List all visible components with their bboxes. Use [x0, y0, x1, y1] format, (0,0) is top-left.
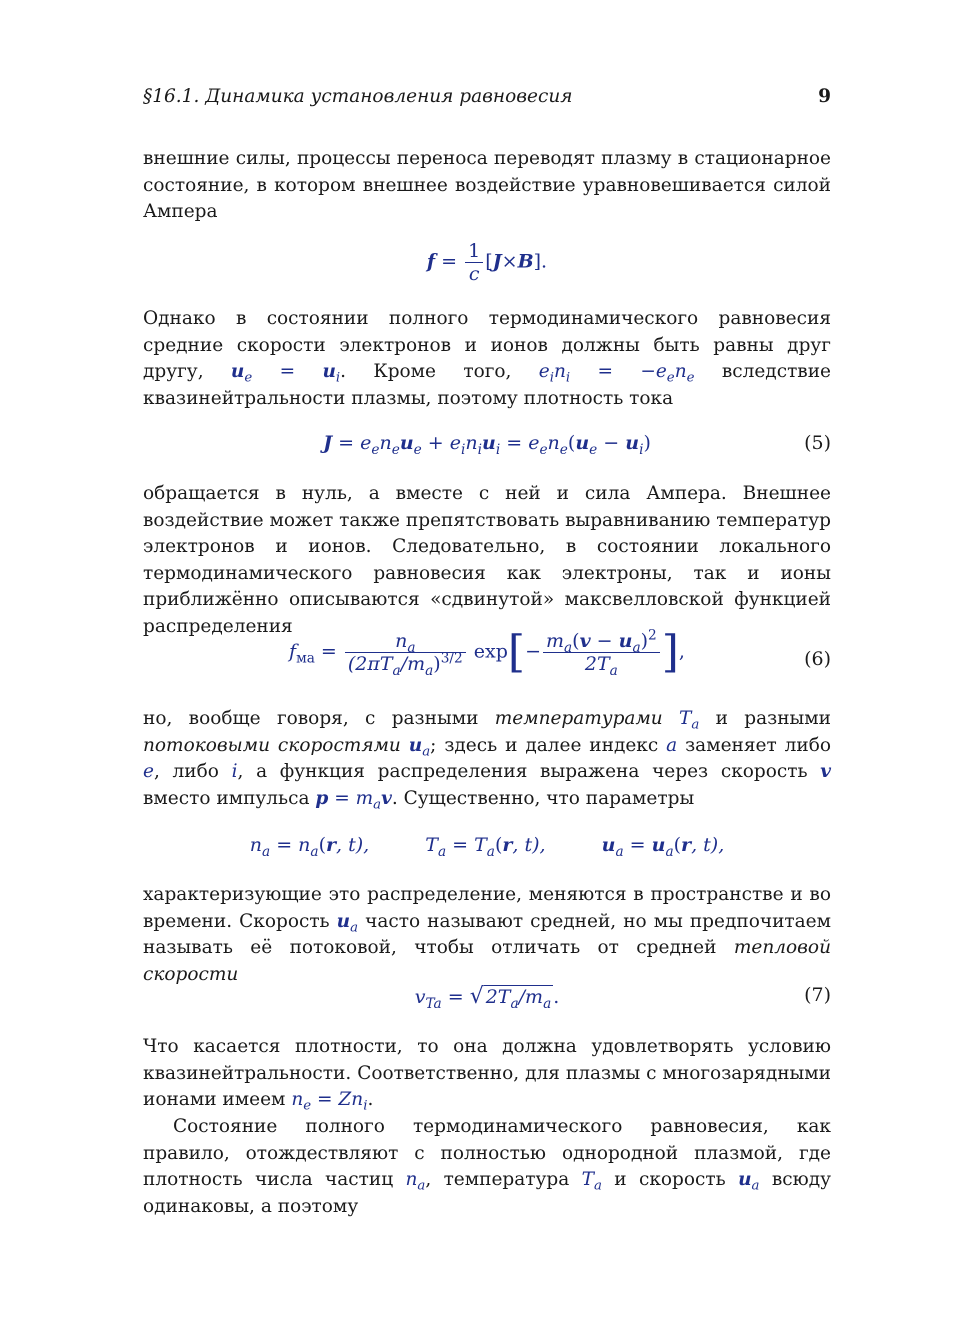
paragraph-5: [143, 882, 831, 988]
eq6-frac-1: [345, 630, 466, 679]
eq5-u3s: e: [589, 441, 598, 458]
par-n2-sub: a: [310, 843, 319, 860]
p7-text-4: всюду одинаковы, а поэтому: [143, 1169, 831, 1217]
eq6-m-sub: a: [564, 639, 573, 656]
p4-Ta: T: [679, 708, 692, 729]
eq6-comma: ,: [678, 640, 685, 663]
p4-text-3: ; здесь и далее индекс: [430, 734, 667, 756]
equation-params-body: [143, 834, 831, 860]
eq6-u: u: [618, 630, 633, 652]
equation-6-body: [143, 626, 831, 679]
p4-eq: =: [328, 787, 356, 809]
paragraph-6: [143, 1034, 831, 1114]
eq5-plus: +: [421, 432, 450, 454]
par-n1-sub: a: [262, 843, 271, 860]
p7-na: n: [405, 1169, 418, 1191]
eq7-rad-sub1: a: [510, 995, 519, 1012]
frac-den: c: [468, 263, 480, 285]
eq5-u1s: e: [413, 441, 422, 458]
p7-Ta-sub: a: [594, 1178, 602, 1194]
par-n2: n: [298, 834, 311, 856]
eq-equals: =: [441, 250, 458, 273]
eq6-equals: =: [314, 640, 343, 663]
p4-i: i: [231, 761, 238, 783]
eq6-bracket-open: [: [507, 626, 526, 678]
eq5-u4: u: [625, 432, 640, 454]
p6-Zn: Zn: [338, 1089, 364, 1111]
eq6-den-close: ): [433, 653, 441, 675]
p2-text-2: . Кроме того,: [340, 361, 539, 383]
eq-B: B: [517, 250, 534, 273]
paragraph-4: [143, 706, 831, 812]
eq7-v-sub: Ta: [425, 995, 442, 1012]
equation-number-6: (6): [804, 648, 831, 670]
par-r1: r: [325, 834, 336, 856]
sqrt-radicand: [484, 985, 554, 1012]
p4-ua: u: [408, 734, 423, 756]
eq6-den-sub2: a: [425, 662, 434, 679]
eq5-u1: u: [399, 432, 414, 454]
par-open2: (: [494, 834, 503, 856]
eq-times: ×: [501, 250, 518, 273]
eq6-inner-open: (: [572, 630, 580, 652]
eq6-m: m: [545, 630, 565, 652]
p4-text-2: и разными: [699, 708, 831, 729]
eq6-frac-2-den: [543, 653, 660, 679]
eq5-n2s: i: [477, 441, 482, 458]
p5-ua: u: [336, 910, 351, 932]
eq6-bracket-close: ]: [661, 626, 679, 678]
p4-text-1: но, вообще говоря, с разными: [143, 708, 495, 729]
eq6-frac-1-den: [345, 650, 466, 679]
eq6-u-sub: a: [632, 639, 641, 656]
p2-sub-i: i: [335, 370, 341, 386]
p6-Zn-sub: i: [363, 1098, 368, 1114]
par-T2-sub: a: [486, 843, 495, 860]
p4-flows: потоковыми скоростями: [143, 734, 401, 756]
frac-num: 1: [465, 240, 483, 263]
p5-text-2: часто называют средней, но мы предпочитаем называть её потоковой, чтобы отличать от средней: [143, 910, 831, 959]
par-eq2: =: [446, 834, 475, 856]
eq5-e3: e: [528, 432, 540, 454]
p6-text-1: Что касается плотности, то она должна удовлетворять условию квазинейтральности. Соответственно, для плазмы с многозарядными ионами имеем: [143, 1036, 831, 1111]
p4-text-5: , либо: [153, 761, 232, 783]
eq5-paren-open: (: [567, 432, 576, 454]
eq7-dot: .: [553, 986, 560, 1008]
par-u1: u: [601, 834, 616, 856]
p2-sub-e: e: [244, 370, 253, 386]
p6-dot: .: [367, 1089, 374, 1111]
eq5-J: J: [323, 432, 333, 454]
eq5-e2: e: [449, 432, 461, 454]
eq6-den-pow: 3/2: [440, 650, 463, 667]
p4-m: m: [355, 787, 374, 809]
p2-ue: u: [230, 361, 245, 383]
equation-5: [143, 432, 831, 488]
p7-text-2: , температура: [425, 1169, 582, 1191]
eq5-paren-close: ): [643, 432, 651, 454]
par-u2-sub: a: [665, 843, 674, 860]
running-header: [143, 86, 831, 112]
p7-na-sub: a: [417, 1178, 426, 1194]
eq5-u4s: i: [639, 441, 644, 458]
eq6-frac-1-num: [345, 630, 466, 656]
p4-ua-sub: a: [422, 744, 431, 760]
par-open3: (: [673, 834, 682, 856]
fraction-1-over-c: [465, 240, 483, 285]
par-n1: n: [249, 834, 262, 856]
equation-7: [143, 984, 831, 1040]
p7-ua: u: [738, 1169, 752, 1191]
paragraph-7: [143, 1114, 831, 1220]
p4-Ta-sub: a: [691, 717, 700, 733]
equation-7-body: [143, 984, 831, 1012]
bracket-open: [: [485, 250, 493, 273]
eq6-f: f: [289, 640, 297, 663]
p4-m-sub: a: [373, 797, 382, 813]
eq5-n3: n: [547, 432, 560, 454]
eq5-n3s: e: [559, 441, 568, 458]
eq6-frac-2: [543, 627, 660, 679]
par-u1-sub: a: [615, 843, 624, 860]
p2-eq: =: [252, 361, 323, 383]
eq5-u2s: i: [495, 441, 501, 458]
eq7-equals: =: [441, 986, 470, 1008]
par-T1-sub: a: [437, 843, 447, 860]
par-T2: T: [474, 834, 487, 856]
par-u2: u: [651, 834, 666, 856]
equation-5-body: [143, 432, 831, 458]
eq6-v: v: [579, 630, 591, 652]
p6-eq: =: [311, 1089, 339, 1111]
p4-v: v: [820, 761, 831, 783]
p2-n2-sub: e: [686, 370, 695, 386]
paragraph-3: обращается в нуль, а вместе с ней и сила Ампера. Внешнее воздействие может также препятствовать выравниванию температур электронов и ионов. Следовательно, в состоянии локального термодинамического равновесия как электроны, так и ионы приближённо описываются «сдвинутой» максвелловской функцией распределения: [143, 483, 831, 637]
par-eq3: =: [623, 834, 652, 856]
eq5-n2: n: [465, 432, 478, 454]
par-mid2: , t),: [512, 834, 546, 856]
p2-text-1: Однако в состоянии полного термодинамического равновесия средние скорости электронов и ионов должны быть равны друг другу,: [143, 308, 831, 383]
p4-p: p: [315, 787, 329, 809]
par-eq1: =: [270, 834, 299, 856]
eq6-num-n: n: [395, 630, 408, 652]
p4-temps: температурами: [494, 708, 663, 729]
paragraph-2: [143, 306, 831, 412]
eq5-u2: u: [482, 432, 496, 454]
par-r3: r: [681, 834, 692, 856]
p2-e1: e: [538, 361, 550, 383]
eq6-exp: exp: [473, 640, 508, 663]
eq6-den2-sub: a: [609, 662, 618, 679]
section-title: §16.1. Динамика установления равновесия: [143, 86, 573, 107]
p2-e2: e: [655, 361, 667, 383]
eq7-rad-m: /m: [518, 986, 544, 1008]
eq5-e1s: e: [371, 441, 380, 458]
p2-n1: n: [553, 361, 566, 383]
p5-ua-sub: a: [350, 920, 359, 936]
eq5-e1: e: [360, 432, 372, 454]
eq7-rad-2T: 2T: [485, 986, 511, 1008]
eq5-n1s: e: [391, 441, 400, 458]
p2-minus: = −: [570, 361, 656, 383]
p4-text-7: вместо импульса: [143, 787, 316, 809]
eq6-inner-close: ): [640, 630, 649, 652]
par-open1: (: [318, 834, 326, 856]
eq6-den-open: (2πT: [347, 653, 393, 675]
p7-ua-sub: a: [751, 1178, 760, 1194]
p2-n2: n: [674, 361, 687, 383]
eq5-n1: n: [379, 432, 392, 454]
equation-number-5: (5): [804, 432, 831, 454]
bracket-close: ].: [533, 250, 548, 273]
p7-text-3: и скорость: [601, 1169, 739, 1191]
eq-J: J: [492, 250, 502, 273]
par-mid1: , t),: [336, 834, 370, 856]
p2-e1-sub: i: [549, 370, 554, 386]
par-T1: T: [425, 834, 438, 856]
par-r2: r: [502, 834, 513, 856]
p7-text-1: Состояние полного термодинамического равновесия, как правило, отождествляют с полностью однородной плазмой, где плотность числа частиц: [143, 1116, 831, 1191]
p2-n1-sub: i: [565, 370, 571, 386]
p6-ne: n: [291, 1089, 304, 1111]
par-mid3: , t),: [691, 834, 725, 856]
eq6-inner-minus: −: [590, 630, 619, 652]
eq6-den2: 2T: [584, 653, 610, 675]
eq5-eq1: =: [332, 432, 361, 454]
p4-v2: v: [381, 787, 392, 809]
p7-Ta: T: [581, 1169, 594, 1191]
eq6-frac-2-num: [543, 627, 660, 656]
p4-text-6: , а функция распределения выражена через скорость: [237, 761, 821, 783]
p5-thermal: тепловой скорости: [143, 937, 831, 985]
p2-text-3: вследствие квазинейтральности плазмы, поэтому плотность тока: [143, 361, 831, 409]
page-number: 9: [818, 86, 831, 107]
p4-e: e: [143, 761, 154, 783]
eq6-den-sub1: a: [392, 662, 401, 679]
p4-text-8: . Существенно, что параметры: [391, 787, 695, 809]
paragraph-1: внешние силы, процессы переноса переводят плазму в стационарное состояние, в котором внешнее воздействие уравновешивается силой Ампера: [143, 148, 831, 223]
eq6-f-sub: мa: [296, 650, 315, 667]
eq5-e3s: e: [539, 441, 548, 458]
sqrt-sign: √: [469, 984, 484, 1009]
eq-f: f: [426, 250, 436, 273]
eq6-num-sub: a: [407, 639, 416, 656]
eq5-eq2: =: [500, 432, 529, 454]
p2-ui: u: [322, 361, 336, 383]
eq7-v: v: [414, 986, 426, 1008]
p4-text-4: заменяет либо: [677, 734, 831, 756]
equation-force: [143, 240, 831, 296]
eq6-den-m: /m: [400, 653, 426, 675]
equation-number-7: (7): [804, 984, 831, 1006]
p2-e2-sub: e: [666, 370, 675, 386]
eq6-minus: −: [525, 640, 541, 663]
eq7-rad-sub2: a: [543, 995, 552, 1012]
equation-6: [143, 626, 831, 694]
eq5-e2s: i: [461, 441, 466, 458]
p5-text-1: характеризующие это распределение, меняются в пространстве и во времени. Скорость: [143, 884, 831, 932]
eq5-u3: u: [575, 432, 590, 454]
equation-force-body: [143, 240, 831, 285]
p4-a: a: [666, 734, 678, 756]
eq6-sq: 2: [648, 627, 657, 644]
eq5-minus: −: [597, 432, 626, 454]
p6-ne-sub: e: [303, 1098, 312, 1114]
